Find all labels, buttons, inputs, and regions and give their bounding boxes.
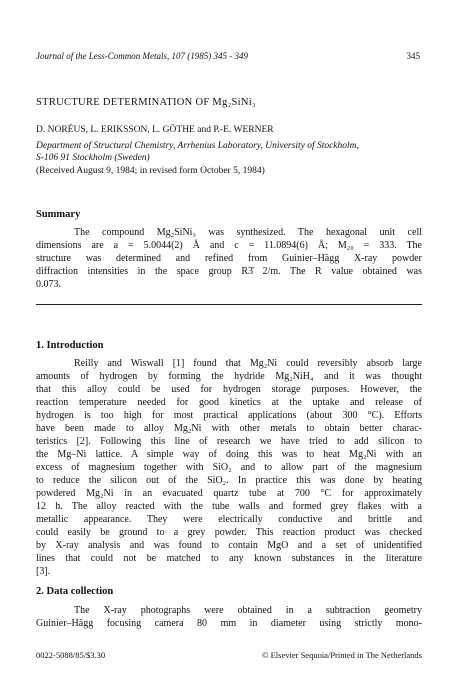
- summary-line: 0.073.: [36, 279, 61, 290]
- page-footer: [36, 650, 422, 660]
- summary-line: dimensions are a = 5.0044(2) Å and c = 11.0894(6) Å; M₂₀ = 333. The: [36, 240, 422, 251]
- affiliation: [36, 140, 426, 164]
- summary-heading: Summary: [36, 209, 81, 220]
- intro-line: have been made to alloy Mg₂Ni with other metals to obtain better charac-: [36, 423, 422, 434]
- summary-line: diffraction intensities in the space group R3̄ 2/m. The R value obtained was: [36, 266, 422, 277]
- running-head: [36, 51, 420, 61]
- summary-line: The compound Mg₂SiNi₃ was synthesized. The hexagonal unit cell: [74, 227, 422, 238]
- article-title: STRUCTURE DETERMINATION OF Mg₂SiNi₃: [36, 97, 256, 108]
- intro-line: reaction temperature needed for good kinetics at the uptake and release of: [36, 397, 422, 408]
- publisher-notice: © Elsevier Sequoia/Printed in The Netherlands: [262, 650, 422, 660]
- intro-line: to reduce the silicon out of the SiO₂. In practice this was done by heating: [36, 475, 422, 486]
- author-list: D. NORÉUS, L. ERIKSSON, L. GÖTHE and P.-E. WERNER: [36, 125, 274, 135]
- intro-line: could easily be ground to a grey powder. This reaction product was checked: [36, 527, 422, 538]
- section-divider: [36, 304, 422, 305]
- summary-line: structure was determined and refined from Guinier–Hägg X-ray powder: [36, 253, 422, 264]
- data-collection-paragraph: [36, 604, 422, 630]
- summary-paragraph: [36, 226, 422, 291]
- data-collection-heading: 2. Data collection: [36, 586, 114, 597]
- received-date: (Received August 9, 1984; in revised form October 5, 1984): [36, 166, 265, 176]
- intro-line: Reilly and Wiswall [1] found that Mg₂Ni could reversibly absorb large: [74, 358, 422, 369]
- intro-line: metallic appearance. They were electrically conductive and brittle and: [36, 514, 422, 525]
- journal-citation: Journal of the Less-Common Metals, 107 (1985) 345 - 349: [36, 51, 248, 61]
- issn-price: 0022-5088/85/$3.30: [36, 650, 106, 660]
- intro-line: excess of magnesium together with SiO₂ and to allow part of the magnesium: [36, 462, 422, 473]
- affiliation-line: S-106 91 Stockholm (Sweden): [36, 153, 150, 163]
- intro-line: [3].: [36, 566, 51, 577]
- intro-line: amounts of hydrogen by forming the hydride Mg₂NiH₄ and it was thought: [36, 371, 422, 382]
- intro-line: 12 h. The alloy reacted with the tube walls and formed grey flakes with a: [36, 501, 422, 512]
- page-number: 345: [406, 51, 420, 61]
- intro-line: hydrogen is too high for most practical applications (about 300 °C). Efforts: [36, 410, 422, 421]
- intro-line: the Mg–Ni lattice. A simple way of doing this was to heat Mg₂Ni with an: [36, 449, 422, 460]
- data-collection-line: Guinier–Hägg focusing camera 80 mm in diameter using strictly mono-: [36, 618, 422, 629]
- intro-line: lines that could not be matched to any known substances in the literature: [36, 553, 422, 564]
- introduction-paragraph: [36, 357, 422, 578]
- data-collection-line: The X-ray photographs were obtained in a subtraction geometry: [74, 605, 422, 616]
- introduction-heading: 1. Introduction: [36, 340, 104, 351]
- intro-line: by X-ray analysis and was found to contain MgO and a set of unidentified: [36, 540, 422, 551]
- affiliation-line: Department of Structural Chemistry, Arrhenius Laboratory, University of Stockholm,: [36, 141, 359, 151]
- intro-line: that this alloy could be used for hydrogen storage purposes. However, the: [36, 384, 422, 395]
- intro-line: teristics [2]. Following this line of research we have tried to add silicon to: [36, 436, 422, 447]
- intro-line: powdered Mg₂Ni in an evacuated quartz tube at 700 °C for approximately: [36, 488, 422, 499]
